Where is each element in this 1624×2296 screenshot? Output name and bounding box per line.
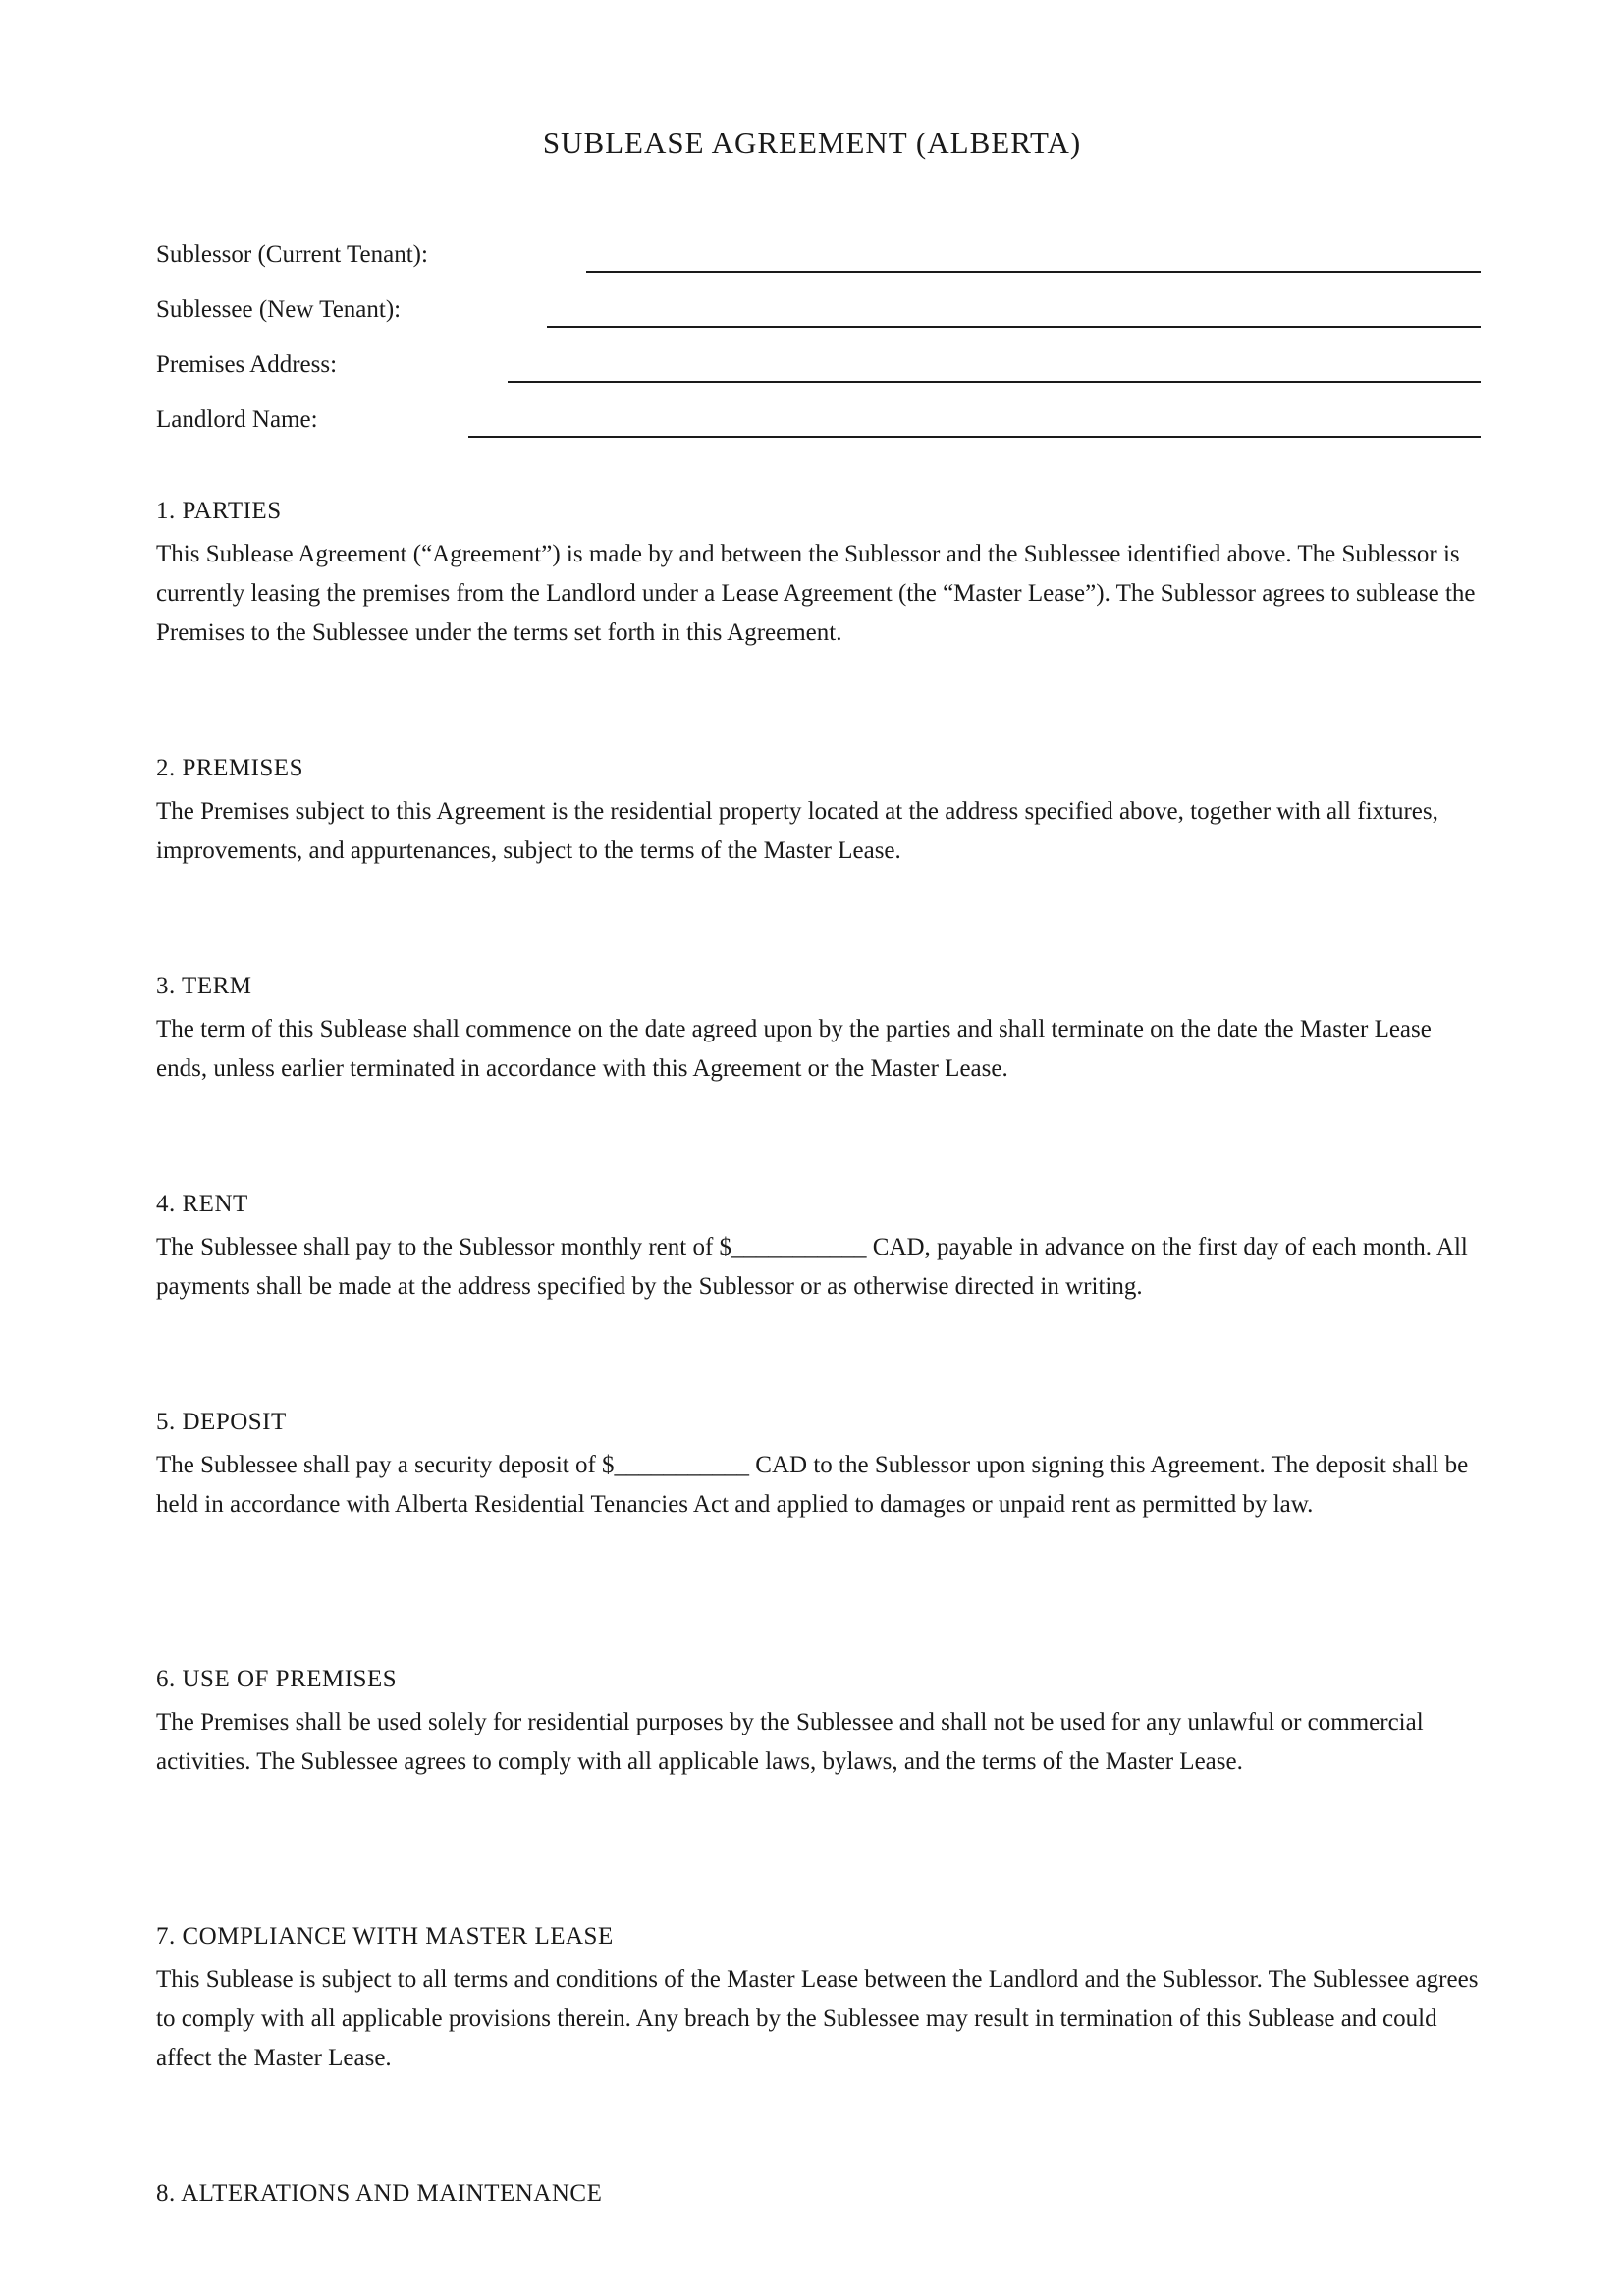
premises-address-field	[156, 346, 1481, 385]
sublessee-label: Sublessee (New Tenant):	[156, 296, 402, 323]
landlord-name-input-line[interactable]	[468, 436, 1481, 438]
section-heading: 7. COMPLIANCE WITH MASTER LEASE	[156, 1923, 614, 1949]
landlord-name-field	[156, 400, 1481, 440]
section-heading: 8. ALTERATIONS AND MAINTENANCE	[156, 2180, 603, 2207]
section-body: The Premises shall be used solely for residential purposes by the Sublessee and shall not be used for any unlawful or commercial activities. The Sublessee agrees to comply with all applicable laws, bylaws, and the terms of the Master Lease.	[156, 1709, 1424, 1775]
sublessor-label: Sublessor (Current Tenant):	[156, 241, 428, 268]
sublessor-field	[156, 236, 1481, 275]
section-rent	[156, 1187, 1482, 1307]
section-premises	[156, 751, 1482, 871]
sublessee-field	[156, 291, 1481, 330]
section-body: The term of this Sublease shall commence on the date agreed upon by the parties and shall terminate on the date the Master Lease ends, unless earlier terminated in accordance with this Agreement or the Master Lease.	[156, 1016, 1432, 1082]
sublessor-input-line[interactable]	[586, 271, 1481, 273]
section-parties	[156, 494, 1482, 653]
section-heading: 3. TERM	[156, 973, 252, 999]
section-body: This Sublease is subject to all terms and conditions of the Master Lease between the Landlord and the Sublessor. The Sublessee agrees to comply with all applicable provisions therein. Any breach by the Sublessee may result in termination of this Sublease and could affect the Master Lease.	[156, 1966, 1479, 2071]
section-heading: 2. PREMISES	[156, 755, 303, 781]
section-alterations-and-maintenance	[156, 2176, 1482, 2217]
landlord-name-label: Landlord Name:	[156, 406, 318, 433]
section-deposit	[156, 1405, 1482, 1524]
premises-address-input-line[interactable]	[508, 381, 1481, 383]
section-heading: 5. DEPOSIT	[156, 1409, 287, 1435]
sublessee-input-line[interactable]	[547, 326, 1481, 328]
premises-address-label: Premises Address:	[156, 351, 338, 378]
section-heading: 1. PARTIES	[156, 498, 282, 524]
section-body: This Sublease Agreement (“Agreement”) is made by and between the Sublessor and the Sublessee identified above. The Sublessor is currently leasing the premises from the Landlord under a Lease Agreement (the “Master Lease”). The Sublessor agrees to sublease the Premises to the Sublessee under the terms set forth in this Agreement.	[156, 541, 1476, 646]
section-body: The Premises subject to this Agreement is the residential property located at the address specified above, together with all fixtures, improvements, and appurtenances, subject to the terms of the Master Lease.	[156, 798, 1438, 864]
section-heading: 6. USE OF PREMISES	[156, 1666, 398, 1692]
section-body: The Sublessee shall pay to the Sublessor monthly rent of $___________ CAD, payable in advance on the first day of each month. All payments shall be made at the address specified by the Sublessor or as otherwise directed in writing.	[156, 1234, 1468, 1300]
section-compliance-with-master-lease	[156, 1919, 1482, 2078]
document-title: SUBLEASE AGREEMENT (ALBERTA)	[542, 126, 1082, 160]
section-heading: 4. RENT	[156, 1191, 248, 1217]
section-body: The Sublessee shall pay a security deposit of $___________ CAD to the Sublessor upon signing this Agreement. The deposit shall be held in accordance with Alberta Residential Tenancies Act and applied to damages or unpaid rent as permitted by law.	[156, 1452, 1469, 1518]
section-term	[156, 969, 1482, 1089]
section-use-of-premises	[156, 1662, 1482, 1782]
